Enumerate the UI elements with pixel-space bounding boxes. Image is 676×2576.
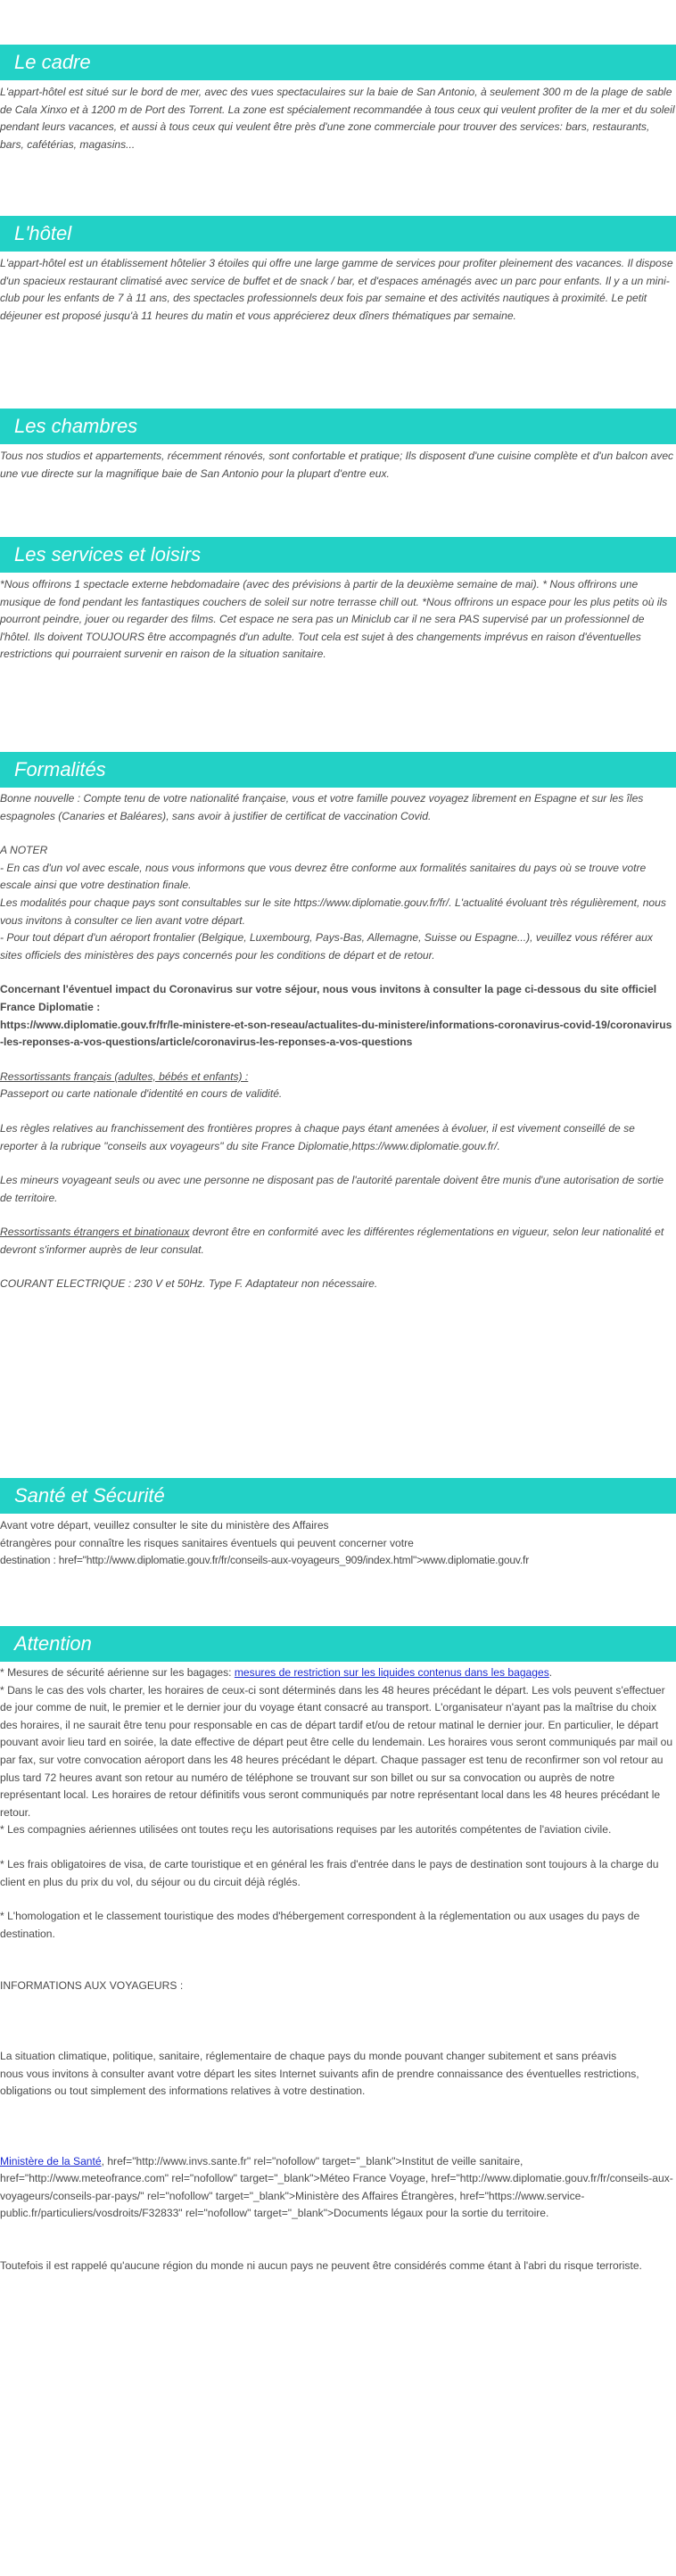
situation-line-2: nous vous invitons à consulter avant votre départ les sites Internet suivants afin de prendre connaissance des éventuelles restrictions, obligations ou tout simplement des informations relatives à votre destination.	[0, 2067, 639, 2098]
vols-charter: * Dans le cas des vols charter, les horaires de ceux-ci sont déterminés dans les 48 heures précédant le départ. Les vols peuvent s'effectuer de jour comme de nuit, le premier et le dernier jour du voyage étant consacré au transport. L'organisateur n'ayant pas la maîtrise du choix des horaires, il ne saurait être tenu pour responsable en cas de départ tardif et/ou de retour matinal le dernier jour. En particulier, le départ pouvant avoir lieu tard en soirée, la date effective de départ peut être celle du lendemain. Les horaires vous seront communiqués par mail ou par fax, sur votre convocation aéroport dans les 48 heures précédant le départ. Chaque passager est tenu de reconfirmer son vol retour au plus tard 72 heures avant son retour au numéro de téléphone se trouvant sur son billet ou sur sa convocation ou auprès de notre représentant local. Les horaires de retour définitifs vous seront communiqués par notre représentant local dans les 48 heures précédant le retour.	[0, 1683, 673, 1819]
sante-text	[0, 1517, 675, 1570]
cadre-text	[0, 84, 675, 153]
ressortissants-etrangers	[0, 1224, 675, 1259]
sante-line-2: étrangères pour connaître les risques sanitaires éventuels qui peuvent concerner votre	[0, 1536, 414, 1549]
services-text	[0, 576, 675, 664]
sante-line-3: destination : href="http://www.diplomatie.gouv.fr/fr/conseils-aux-voyageurs_909/index.html">www.diplomatie.gouv.fr	[0, 1554, 530, 1567]
note-aeroport-frontalier: - Pour tout départ d'un aéroport frontalier (Belgique, Luxembourg, Pays-Bas, Allemagne, Suisse ou Espagne...), veuillez vous référer aux sites officiels des ministères des pays concernés pour les conditions de départ et de retour.	[0, 931, 653, 962]
frais-visa: * Les frais obligatoires de visa, de carte touristique et en général les frais d'entrée dans le pays de destination sont toujours à la charge du client en plus du prix du vol, du séjour ou du circuit déjà réglés.	[0, 1857, 659, 1888]
homologation: * L'homologation et le classement touristique des modes d'hébergement correspondent à la réglementation ou aux usages du pays de destination.	[0, 1910, 640, 1940]
courant-electrique: COURANT ELECTRIQUE : 230 V et 50Hz. Type F. Adaptateur non nécessaire.	[0, 1277, 378, 1291]
attention-text	[0, 1664, 675, 2275]
formalites-text	[0, 790, 675, 1293]
section-title-cadre: Le cadre	[0, 45, 676, 80]
services-paragraph: *Nous offrirons 1 spectacle externe hebdomadaire (avec des prévisions à partir de la deuxième semaine de mai). * Nous offrirons une musique de fond pendant les fantastiques couchers de soleil sur notre terrasse chill out. *Nous offrirons un espace pour les plus petits où ils pourront peindre, jouer ou regarder des films. Cet espace ne sera pas un Miniclub car il ne sera PAS supervisé par un professionnel de l'hôtel. Ils doivent TOUJOURS être accompagnés d'un adulte. Tout cela est sujet à des changements imprévus en raison d'éventuelles restrictions qui pourraient survenir en raison de la situation sanitaire.	[0, 578, 668, 661]
compagnies-aeriennes: * Les compagnies aériennes utilisées ont toutes reçu les autorisations requises par les autorités compétentes de l'aviation civile.	[0, 1823, 612, 1837]
formalites-good-news: Bonne nouvelle : Compte tenu de votre nationalité française, vous et votre famille pouvez voyagez librement en Espagne et sur les îles espagnoles (Canaries et Baléares), sans avoir à justifier de certificat de vaccination Covid.	[0, 792, 644, 822]
section-title-chambres: Les chambres	[0, 409, 676, 444]
section-title-services: Les services et loisirs	[0, 537, 676, 573]
chambres-text	[0, 448, 675, 483]
ressortissants-francais-text: Passeport ou carte nationale d'identité en cours de validité.	[0, 1087, 283, 1101]
useful-links	[0, 2153, 675, 2223]
ressortissants-etrangers-text: devront être en conformité avec les différentes réglementations en vigueur, selon leur nationalité et devront s'informer auprès de leur consulat.	[0, 1226, 664, 1256]
ressortissants-etrangers-title: Ressortissants étrangers et binationaux	[0, 1226, 190, 1239]
hotel-text	[0, 255, 675, 325]
coronavirus-notice: Concernant l'éventuel impact du Coronavirus sur votre séjour, nous vous invitons à consulter la page ci-dessous du site officiel France Diplomatie :	[0, 983, 657, 1013]
cadre-paragraph: L'appart-hôtel est situé sur le bord de mer, avec des vues spectaculaires sur la baie de San Antonio, à seulement 300 m de la plage de sable de Cala Xinxo et à 1200 m de Port des Torrent. La zone est spécialement recommandée à tous ceux qui veulent profiter de la mer et du soleil pendant leurs vacances, et aussi à tous ceux qui veulent être près d'une zone commerciale pour trouver des services: bars, restaurants, bars, cafétérias, magasins...	[0, 86, 675, 151]
section-title-attention: Attention	[0, 1626, 676, 1662]
ressortissants-francais-title: Ressortissants français (adultes, bébés et enfants) :	[0, 1069, 249, 1083]
regles-frontieres: Les règles relatives au franchissement des frontières propres à chaque pays étant amenées à évoluer, il est vivement conseillé de se reporter à la rubrique "conseils aux voyageurs" du site France Diplomatie,https://www.diplomatie.gouv.fr/.	[0, 1121, 635, 1152]
note-modalites: Les modalités pour chaque pays sont consultables sur le site https://www.diplomatie.gouv.fr/fr/. L'actualité évoluant très régulièrement, nous vous invitons à consulter ce lien avant votre départ.	[0, 896, 666, 927]
section-title-formalites: Formalités	[0, 752, 676, 788]
situation-line-1: La situation climatique, politique, sanitaire, réglementaire de chaque pays du monde pouvant changer subitement et sans préavis	[0, 2049, 617, 2062]
sante-line-1: Avant votre départ, veuillez consulter le site du ministère des Affaires	[0, 1519, 329, 1532]
informations-voyageurs-title: INFORMATIONS AUX VOYAGEURS :	[0, 1979, 184, 1993]
chambres-paragraph: Tous nos studios et appartements, récemment rénovés, sont confortable et pratique; Ils disposent d'une cuisine complète et d'un balcon avec une vue directe sur la magnifique baie de San Antonio pour la plupart d'entre eux.	[0, 450, 674, 480]
note-title: A NOTER	[0, 844, 48, 857]
risque-terroriste: Toutefois il est rappelé qu'aucune région du monde ni aucun pays ne peuvent être considérés comme étant à l'abri du risque terroriste.	[0, 2259, 642, 2273]
mesures-prefix: * Mesures de sécurité aérienne sur les bagages:	[0, 1666, 235, 1679]
mesures-suffix: .	[548, 1666, 553, 1679]
coronavirus-url: https://www.diplomatie.gouv.fr/fr/le-ministere-et-son-reseau/actualites-du-ministere/informations-coronavirus-covid-19/coronavirus-les-reponses-a-vos-questions/article/coronavirus-les-reponses-a-vos-questions	[0, 1018, 672, 1049]
section-title-sante: Santé et Sécurité	[0, 1478, 676, 1514]
mesures-securite	[0, 1664, 675, 1682]
mineurs-text: Les mineurs voyageant seuls ou avec une personne ne disposant pas de l'autorité parentale doivent être munis d'une autorisation de sortie de territoire.	[0, 1174, 664, 1204]
useful-links-text: , href="http://www.invs.sante.fr" rel="nofollow" target="_blank">Institut de veille sanitaire, href="http://www.meteofrance.com" rel="nofollow" target="_blank">Méteo France Voyage, href="http://www.diplomatie.gouv.fr/fr/conseils-aux-voyageurs/conseils-par-pays/" rel="nofollow" target="_blank">Ministère des Affaires Étrangères, href="https://www.service-public.fr/particuliers/vosdroits/F32833" rel="nofollow" target="_blank">Documents légaux pour la sortie du territoire.	[0, 2154, 673, 2220]
liquides-restriction-link[interactable]: mesures de restriction sur les liquides contenus dans les bagages	[234, 1666, 549, 1679]
note-escale: - En cas d'un vol avec escale, nous vous informons que vous devrez être conforme aux formalités sanitaires du pays où se trouve votre escale ainsi que votre destination finale.	[0, 861, 647, 892]
section-title-hotel: L'hôtel	[0, 216, 676, 252]
ministere-sante-link[interactable]: Ministère de la Santé	[0, 2154, 102, 2167]
hotel-paragraph: L'appart-hôtel est un établissement hôtelier 3 étoiles qui offre une large gamme de services pour profiter pleinement des vacances. Il dispose d'un spacieux restaurant climatisé avec service de buffet et de snack / bar, et d'espaces aménagés avec un parc pour enfants. Il y a un mini-club pour les enfants de 7 à 11 ans, des spectacles professionnels deux fois par semaine et des activités nautiques à proximité. Le petit déjeuner est proposé jusqu'à 11 heures du matin et vous apprécierez deux dîners thématiques par semaine.	[0, 257, 673, 322]
